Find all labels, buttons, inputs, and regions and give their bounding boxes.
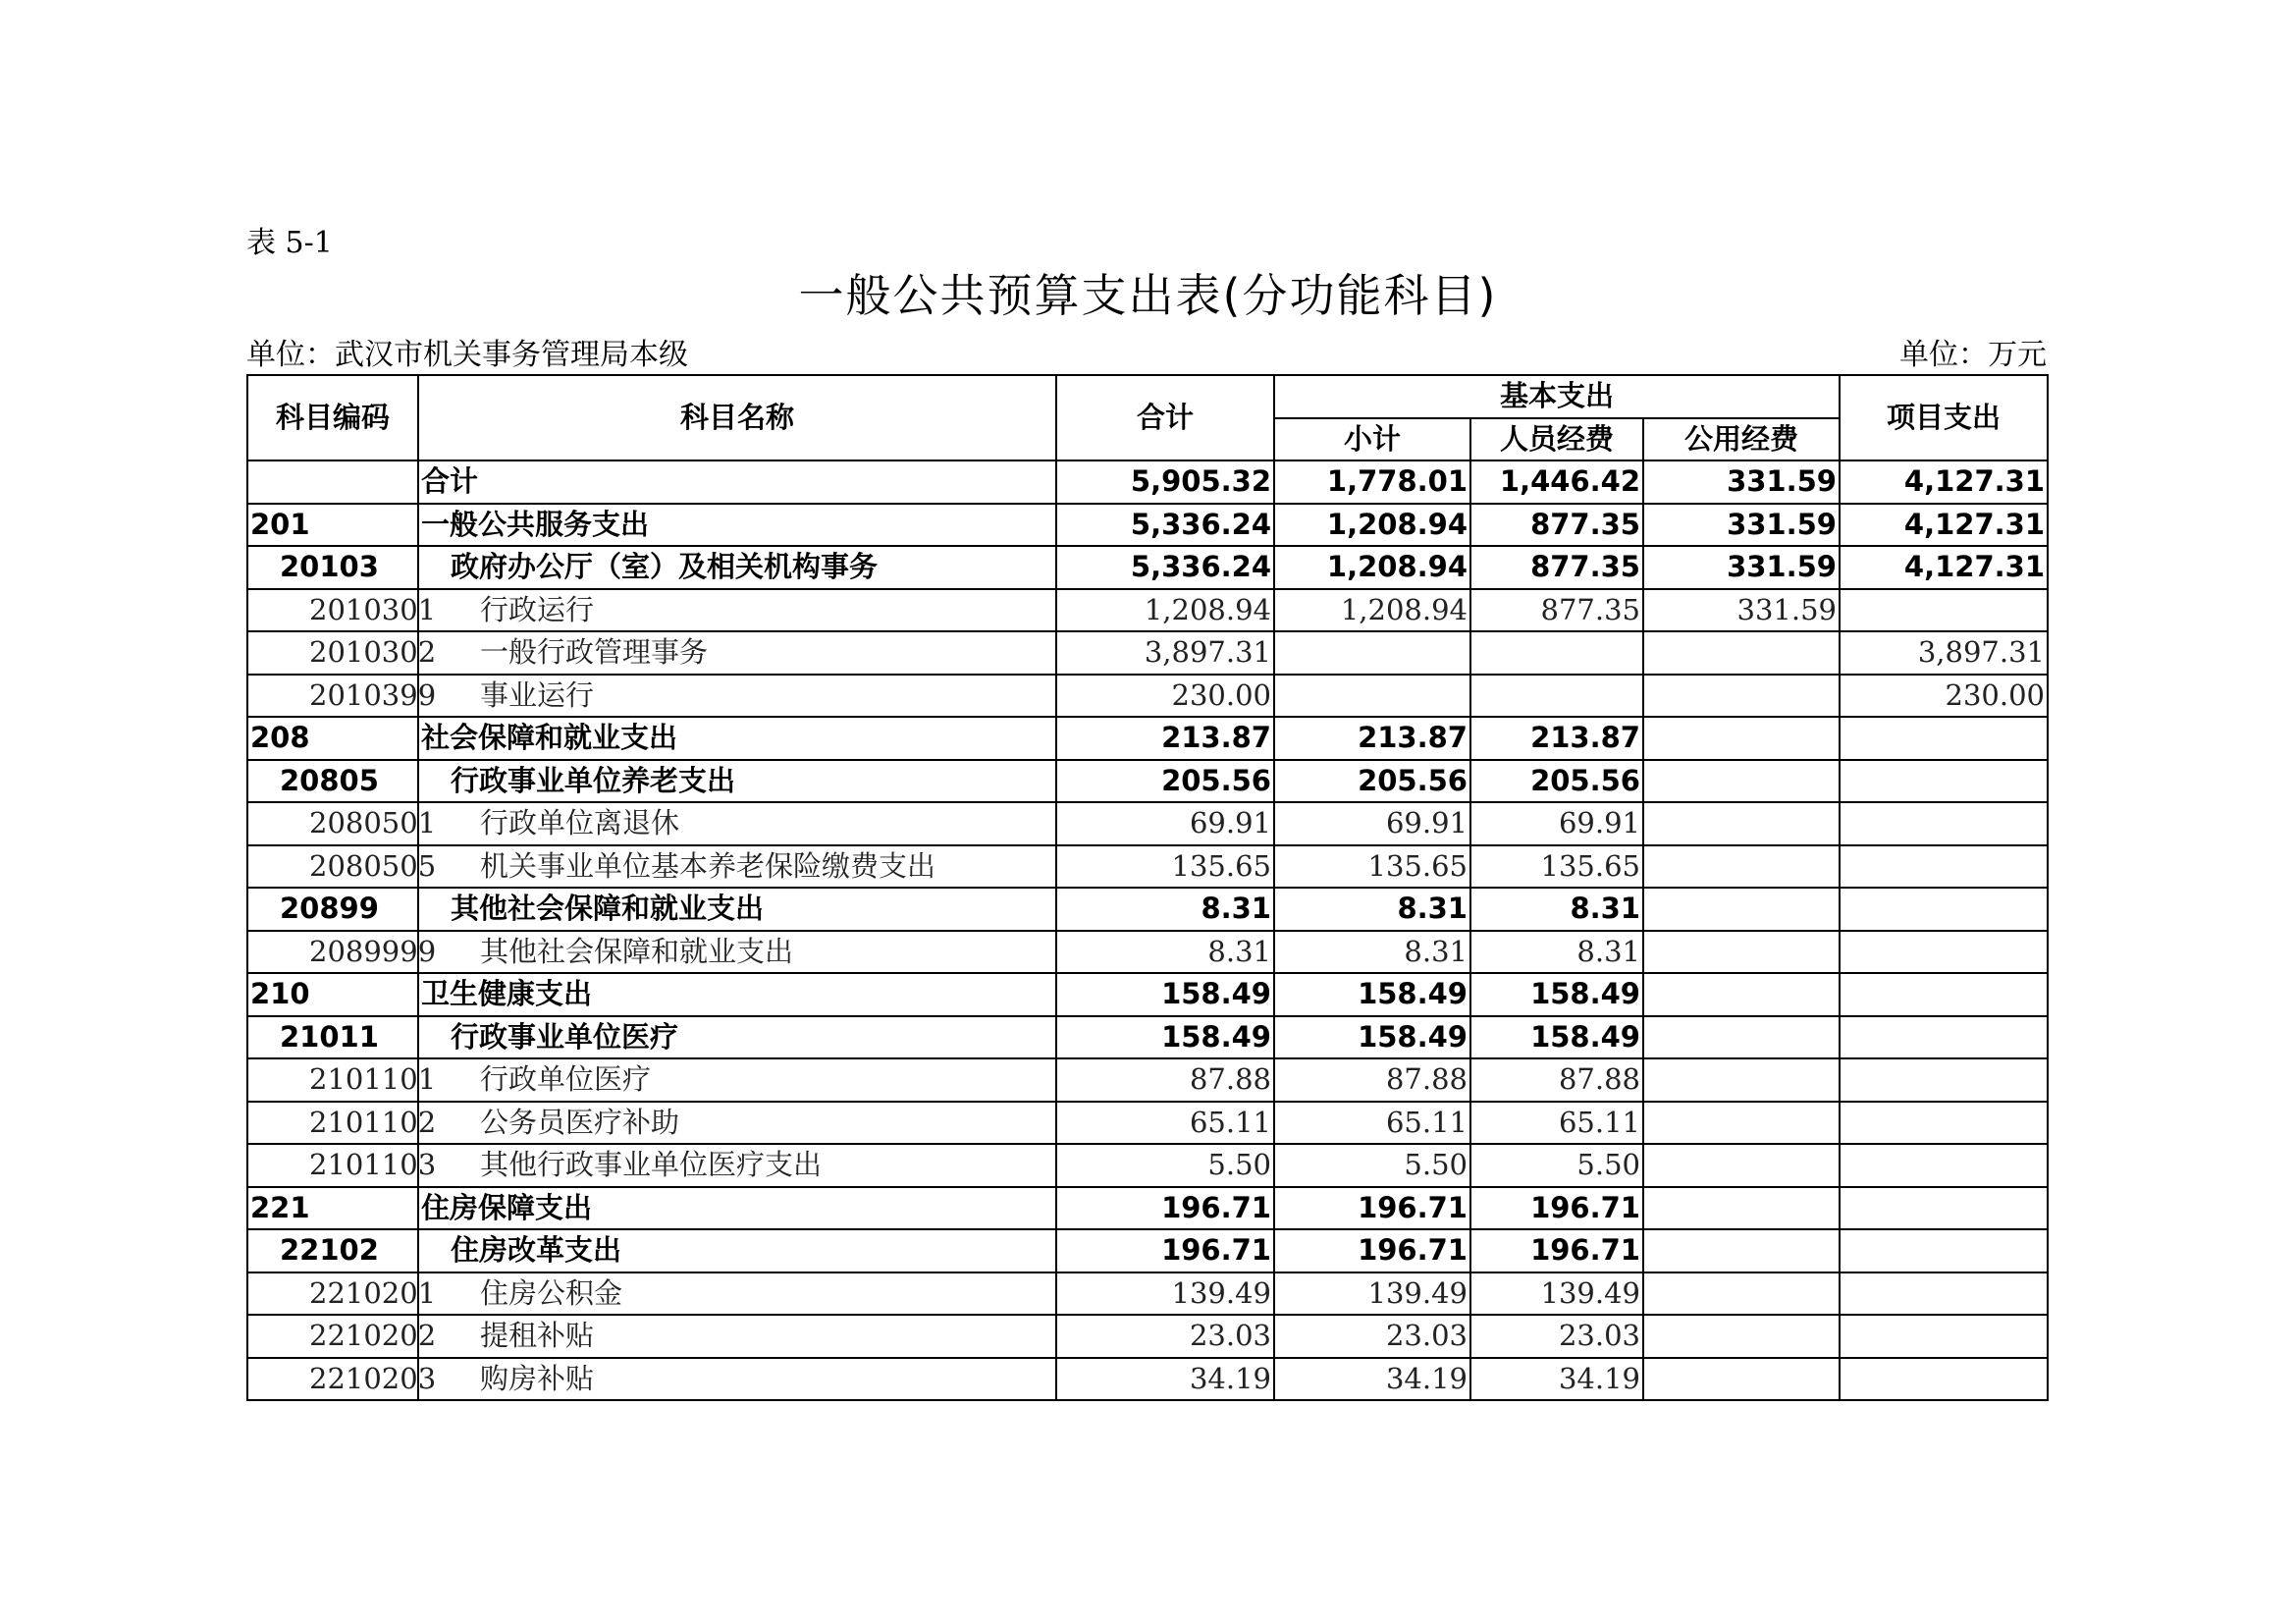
cell-total: 196.71 <box>1056 1187 1274 1230</box>
table-row <box>247 546 2048 589</box>
cell-total: 23.03 <box>1056 1315 1274 1358</box>
cell-subtotal: 69.91 <box>1274 802 1470 845</box>
cell-personnel: 877.35 <box>1470 504 1643 547</box>
cell-personnel: 196.71 <box>1470 1187 1643 1230</box>
table-row <box>247 460 2048 504</box>
cell-name: 公务员医疗补助 <box>418 1102 1056 1145</box>
cell-name: 卫生健康支出 <box>418 973 1056 1016</box>
cell-project: 4,127.31 <box>1840 504 2048 547</box>
cell-public <box>1643 717 1840 760</box>
cell-name: 其他社会保障和就业支出 <box>418 888 1056 931</box>
cell-subtotal: 205.56 <box>1274 760 1470 803</box>
cell-total: 34.19 <box>1056 1358 1274 1401</box>
cell-public: 331.59 <box>1643 546 1840 589</box>
cell-subtotal: 87.88 <box>1274 1058 1470 1102</box>
cell-personnel: 1,446.42 <box>1470 460 1643 504</box>
cell-personnel: 205.56 <box>1470 760 1643 803</box>
cell-code <box>247 460 418 504</box>
table-row <box>247 1016 2048 1059</box>
cell-code: 2101103 <box>247 1144 418 1187</box>
cell-total: 158.49 <box>1056 973 1274 1016</box>
cell-code: 21011 <box>247 1016 418 1059</box>
cell-project: 3,897.31 <box>1840 631 2048 675</box>
cell-personnel: 34.19 <box>1470 1358 1643 1401</box>
unit-currency: 单位：万元 <box>1899 338 2047 372</box>
cell-total: 8.31 <box>1056 931 1274 974</box>
cell-personnel: 8.31 <box>1470 931 1643 974</box>
table-row <box>247 802 2048 845</box>
table-row <box>247 631 2048 675</box>
cell-public <box>1643 1272 1840 1316</box>
cell-total: 5,336.24 <box>1056 504 1274 547</box>
cell-project <box>1840 1144 2048 1187</box>
table-row <box>247 931 2048 974</box>
cell-subtotal: 196.71 <box>1274 1187 1470 1230</box>
cell-code: 2080501 <box>247 802 418 845</box>
cell-project <box>1840 1315 2048 1358</box>
cell-name: 购房补贴 <box>418 1358 1056 1401</box>
table-row <box>247 888 2048 931</box>
cell-project: 230.00 <box>1840 675 2048 718</box>
table-row <box>247 1272 2048 1316</box>
cell-public <box>1643 1016 1840 1059</box>
cell-public <box>1643 1187 1840 1230</box>
cell-name: 事业运行 <box>418 675 1056 718</box>
cell-code: 2210202 <box>247 1315 418 1358</box>
col-header-public: 公用经费 <box>1643 418 1840 461</box>
cell-public <box>1643 1102 1840 1145</box>
table-row <box>247 589 2048 632</box>
cell-project <box>1840 1016 2048 1059</box>
cell-code: 201 <box>247 504 418 547</box>
cell-subtotal: 8.31 <box>1274 931 1470 974</box>
cell-personnel: 135.65 <box>1470 845 1643 889</box>
cell-name: 其他社会保障和就业支出 <box>418 931 1056 974</box>
cell-code: 2210201 <box>247 1272 418 1316</box>
cell-project <box>1840 1229 2048 1272</box>
cell-personnel: 158.49 <box>1470 973 1643 1016</box>
cell-subtotal: 196.71 <box>1274 1229 1470 1272</box>
budget-table <box>246 374 2049 1401</box>
cell-name: 提租补贴 <box>418 1315 1056 1358</box>
cell-name: 行政运行 <box>418 589 1056 632</box>
cell-code: 20805 <box>247 760 418 803</box>
header-row <box>247 375 2048 418</box>
cell-public <box>1643 845 1840 889</box>
cell-name: 住房保障支出 <box>418 1187 1056 1230</box>
cell-project <box>1840 1102 2048 1145</box>
table-row <box>247 504 2048 547</box>
cell-code: 208 <box>247 717 418 760</box>
cell-code: 2101101 <box>247 1058 418 1102</box>
cell-code: 20103 <box>247 546 418 589</box>
cell-name: 政府办公厅（室）及相关机构事务 <box>418 546 1056 589</box>
cell-total: 205.56 <box>1056 760 1274 803</box>
cell-name: 社会保障和就业支出 <box>418 717 1056 760</box>
cell-subtotal <box>1274 631 1470 675</box>
cell-project <box>1840 1272 2048 1316</box>
cell-code: 221 <box>247 1187 418 1230</box>
cell-subtotal: 139.49 <box>1274 1272 1470 1316</box>
cell-public <box>1643 1358 1840 1401</box>
table-row <box>247 760 2048 803</box>
cell-project <box>1840 888 2048 931</box>
cell-public <box>1643 802 1840 845</box>
col-header-subtotal: 小计 <box>1274 418 1470 461</box>
cell-personnel: 877.35 <box>1470 589 1643 632</box>
cell-subtotal: 8.31 <box>1274 888 1470 931</box>
cell-total: 65.11 <box>1056 1102 1274 1145</box>
cell-subtotal: 1,208.94 <box>1274 546 1470 589</box>
cell-total: 1,208.94 <box>1056 589 1274 632</box>
cell-subtotal: 1,778.01 <box>1274 460 1470 504</box>
cell-personnel: 139.49 <box>1470 1272 1643 1316</box>
cell-code: 2210203 <box>247 1358 418 1401</box>
cell-name: 机关事业单位基本养老保险缴费支出 <box>418 845 1056 889</box>
cell-name: 行政单位医疗 <box>418 1058 1056 1102</box>
cell-personnel: 213.87 <box>1470 717 1643 760</box>
cell-code: 210 <box>247 973 418 1016</box>
cell-code: 2010301 <box>247 589 418 632</box>
cell-total: 8.31 <box>1056 888 1274 931</box>
cell-total: 69.91 <box>1056 802 1274 845</box>
cell-public <box>1643 931 1840 974</box>
cell-personnel: 65.11 <box>1470 1102 1643 1145</box>
cell-project: 4,127.31 <box>1840 546 2048 589</box>
cell-project <box>1840 589 2048 632</box>
cell-personnel: 877.35 <box>1470 546 1643 589</box>
cell-name: 一般行政管理事务 <box>418 631 1056 675</box>
cell-total: 5,905.32 <box>1056 460 1274 504</box>
cell-public: 331.59 <box>1643 589 1840 632</box>
cell-subtotal <box>1274 675 1470 718</box>
cell-total: 196.71 <box>1056 1229 1274 1272</box>
cell-code: 2089999 <box>247 931 418 974</box>
cell-name: 住房改革支出 <box>418 1229 1056 1272</box>
cell-personnel: 158.49 <box>1470 1016 1643 1059</box>
cell-project: 4,127.31 <box>1840 460 2048 504</box>
cell-subtotal: 158.49 <box>1274 1016 1470 1059</box>
cell-total: 230.00 <box>1056 675 1274 718</box>
cell-subtotal: 1,208.94 <box>1274 504 1470 547</box>
cell-subtotal: 5.50 <box>1274 1144 1470 1187</box>
cell-project <box>1840 1187 2048 1230</box>
unit-organization: 单位：武汉市机关事务管理局本级 <box>246 338 688 372</box>
cell-subtotal: 213.87 <box>1274 717 1470 760</box>
cell-code: 2080505 <box>247 845 418 889</box>
cell-personnel: 8.31 <box>1470 888 1643 931</box>
cell-name: 行政事业单位医疗 <box>418 1016 1056 1059</box>
cell-personnel: 87.88 <box>1470 1058 1643 1102</box>
cell-total: 87.88 <box>1056 1058 1274 1102</box>
cell-public <box>1643 1144 1840 1187</box>
cell-public <box>1643 973 1840 1016</box>
cell-name: 一般公共服务支出 <box>418 504 1056 547</box>
cell-subtotal: 158.49 <box>1274 973 1470 1016</box>
cell-public <box>1643 1058 1840 1102</box>
table-row <box>247 717 2048 760</box>
cell-public <box>1643 760 1840 803</box>
cell-code: 2010399 <box>247 675 418 718</box>
cell-project <box>1840 931 2048 974</box>
col-header-project: 项目支出 <box>1840 375 2048 460</box>
cell-name: 住房公积金 <box>418 1272 1056 1316</box>
cell-total: 158.49 <box>1056 1016 1274 1059</box>
cell-subtotal: 1,208.94 <box>1274 589 1470 632</box>
cell-public <box>1643 888 1840 931</box>
cell-name: 行政事业单位养老支出 <box>418 760 1056 803</box>
cell-subtotal: 23.03 <box>1274 1315 1470 1358</box>
cell-subtotal: 135.65 <box>1274 845 1470 889</box>
table-row <box>247 1229 2048 1272</box>
cell-subtotal: 34.19 <box>1274 1358 1470 1401</box>
table-row <box>247 973 2048 1016</box>
table-row <box>247 845 2048 889</box>
cell-code: 20899 <box>247 888 418 931</box>
table-row <box>247 1358 2048 1401</box>
table-row <box>247 675 2048 718</box>
cell-project <box>1840 1358 2048 1401</box>
cell-subtotal: 65.11 <box>1274 1102 1470 1145</box>
cell-total: 5,336.24 <box>1056 546 1274 589</box>
cell-code: 2101102 <box>247 1102 418 1145</box>
cell-name: 行政单位离退休 <box>418 802 1056 845</box>
cell-public <box>1643 1315 1840 1358</box>
col-header-total: 合计 <box>1056 375 1274 460</box>
page-title: 一般公共预算支出表(分功能科目) <box>798 269 1498 322</box>
cell-code: 22102 <box>247 1229 418 1272</box>
cell-project <box>1840 760 2048 803</box>
table-body <box>247 460 2048 1400</box>
cell-personnel: 196.71 <box>1470 1229 1643 1272</box>
cell-public <box>1643 675 1840 718</box>
cell-total: 3,897.31 <box>1056 631 1274 675</box>
cell-total: 213.87 <box>1056 717 1274 760</box>
cell-personnel <box>1470 675 1643 718</box>
table-number: 表 5-1 <box>246 226 333 260</box>
cell-personnel: 23.03 <box>1470 1315 1643 1358</box>
cell-project <box>1840 802 2048 845</box>
table-row <box>247 1144 2048 1187</box>
cell-total: 139.49 <box>1056 1272 1274 1316</box>
cell-public: 331.59 <box>1643 460 1840 504</box>
cell-project <box>1840 1058 2048 1102</box>
cell-public <box>1643 1229 1840 1272</box>
cell-personnel <box>1470 631 1643 675</box>
cell-project <box>1840 717 2048 760</box>
cell-personnel: 5.50 <box>1470 1144 1643 1187</box>
cell-code: 2010302 <box>247 631 418 675</box>
table-row <box>247 1058 2048 1102</box>
cell-project <box>1840 973 2048 1016</box>
table-row <box>247 1187 2048 1230</box>
cell-name: 合计 <box>418 460 1056 504</box>
cell-personnel: 69.91 <box>1470 802 1643 845</box>
col-header-personnel: 人员经费 <box>1470 418 1643 461</box>
cell-total: 5.50 <box>1056 1144 1274 1187</box>
cell-public: 331.59 <box>1643 504 1840 547</box>
cell-project <box>1840 845 2048 889</box>
table-row <box>247 1102 2048 1145</box>
col-header-name: 科目名称 <box>418 375 1056 460</box>
table-row <box>247 1315 2048 1358</box>
col-header-basic: 基本支出 <box>1274 375 1840 418</box>
cell-public <box>1643 631 1840 675</box>
cell-total: 135.65 <box>1056 845 1274 889</box>
col-header-code: 科目编码 <box>247 375 418 460</box>
cell-name: 其他行政事业单位医疗支出 <box>418 1144 1056 1187</box>
